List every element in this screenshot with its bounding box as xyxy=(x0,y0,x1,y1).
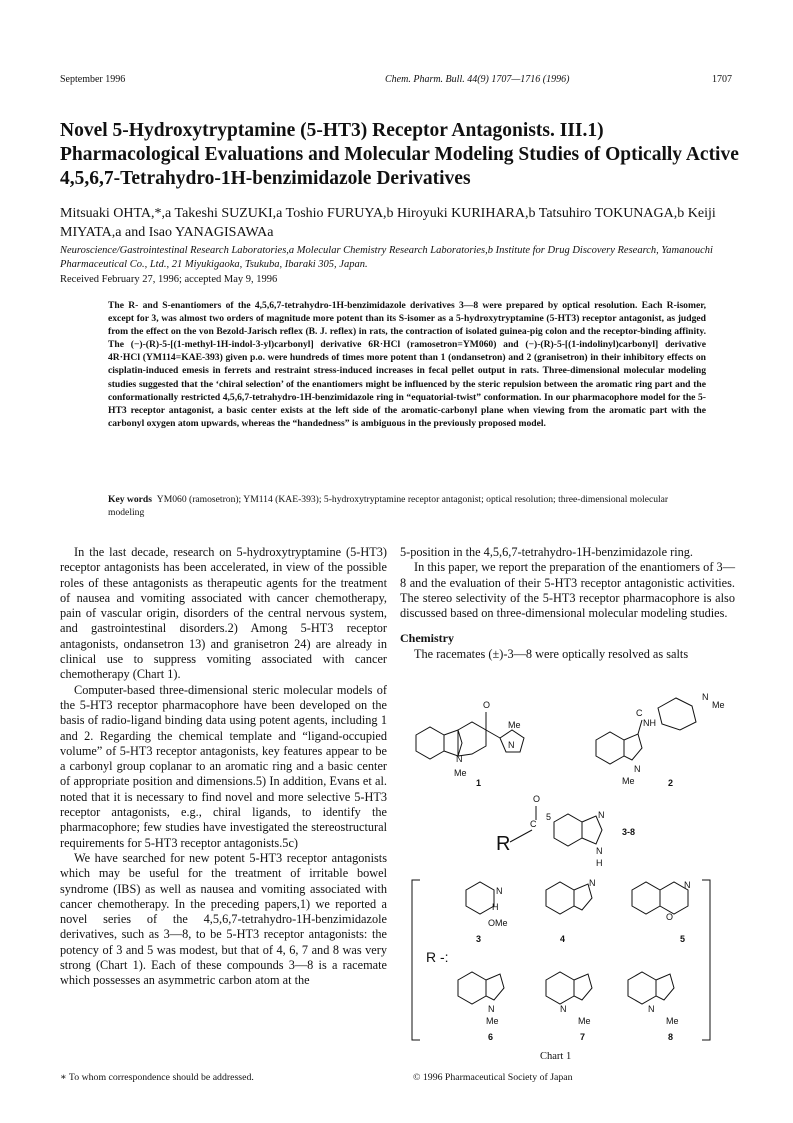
atom-me: Me xyxy=(622,776,635,786)
compound-label-2: 2 xyxy=(668,778,674,788)
body-column-right xyxy=(400,545,735,662)
atom-n: N xyxy=(488,1004,495,1014)
atom-n: N xyxy=(702,692,709,702)
compound-label-1: 1 xyxy=(476,778,482,788)
atom-h: H xyxy=(492,902,499,912)
received-date: Received February 27, 1996; accepted May 9, 1996 xyxy=(60,274,278,285)
atom-o: O xyxy=(666,912,674,922)
atom-n: N xyxy=(496,886,503,896)
body-paragraph: 5-position in the 4,5,6,7-tetrahydro-1H-benzimidazole ring. xyxy=(400,545,693,559)
atom-me: Me xyxy=(578,1016,591,1026)
atom-me: Me xyxy=(486,1016,499,1026)
atom-c: C xyxy=(636,708,643,718)
atom-n: N xyxy=(456,754,463,764)
header-page-number: 1707 xyxy=(712,74,732,85)
body-paragraph: In this paper, we report the preparation of the enantiomers of 3—8 and the evaluation of their 5-HT3 receptor antagonistic activities. The stereo selectivity of the 5-HT3 receptor pharmacophore is also discussed based on three-dimensional molecular modeling studies. xyxy=(400,560,735,621)
general-structure-3-8 xyxy=(496,794,635,868)
keywords xyxy=(108,493,706,519)
atom-5: 5 xyxy=(546,812,552,822)
footnote: ∗ To whom correspondence should be addressed. xyxy=(60,1072,254,1083)
atom-ome: OMe xyxy=(488,918,508,928)
header-date: September 1996 xyxy=(60,74,126,85)
copyright: © 1996 Pharmaceutical Society of Japan xyxy=(413,1072,573,1083)
atom-o: O xyxy=(533,794,541,804)
atom-me: Me xyxy=(454,768,467,778)
atom-o: O xyxy=(483,700,491,710)
compound-2-structure xyxy=(596,692,725,788)
header-journal: Chem. Pharm. Bull. 44(9) 1707—1716 (1996) xyxy=(385,74,570,85)
atom-n: N xyxy=(596,846,603,856)
r-group-definitions xyxy=(412,878,710,1042)
atom-n: N xyxy=(508,740,515,750)
atom-r: R xyxy=(496,833,511,855)
compound-label-8: 8 xyxy=(668,1032,674,1042)
compound-label-3: 3 xyxy=(476,934,482,944)
atom-n: N xyxy=(648,1004,655,1014)
abstract: The R- and S-enantiomers of the 4,5,6,7-tetrahydro-1H-benzimidazole derivatives 3—8 were prepared by optical resolution. Each R-isomer, except for 3, was almost two orders of magnitude more potent than its S-isomer as a 5-hydroxytryptamine (5-HT3) receptor antagonist, as judged from the effect on the von Bezold-Jarisch reflex (B. J. reflex) in rats, the contraction of isolated guinea-pig colon and the receptor-binding affinity. The (−)-(R)-5-[(1-methyl-1H-indol-3-yl)carbonyl] derivative 6R·HCl (ramosetron=YM060) and (−)-(R)-5-[(1-indolinyl)carbonyl] derivative 4R·HCl (YM114=KAE-393) given p.o. were hundreds of times more potent than 1 (ondansetron) and 2 (granisetron) in their inhibitory effects on cisplatin-induced emesis in ferrets and restraint stress-induced increases in fecal pellet output in rats. Three-dimensional molecular modeling studies suggested that the ‘chiral selection’ of the enantiomers might be influenced by the steric repulsion between the aromatic ring part and the conformationally restricted 4,5,6,7-tetrahydro-1H-benzimidazole ring in “equatorial-twist” conformation. In our pharmacophore model for the 5-HT3 receptor antagonist, a basic center exists at the left side of the aromatic-carbonyl plane when viewing from the aromatic part with the carbonyl oxygen atom upwards, whereas the “handedness” is ambiguous in the previously proposed model. xyxy=(108,300,706,429)
author-list: Mitsuaki OHTA,*,a Takeshi SUZUKI,a Toshio FURUYA,b Hiroyuki KURIHARA,b Tatsuhiro TOKUNAGA,b Keiji MIYATA,a and Isao YANAGISAWAa xyxy=(60,206,716,240)
paper-title: Novel 5-Hydroxytryptamine (5-HT3) Receptor Antagonists. III.1) Pharmacological Evaluations and Molecular Modeling Studies of Optically Active 4,5,6,7-Tetrahydro-1H-benzimidazole Derivatives xyxy=(60,120,739,189)
atom-n: N xyxy=(634,764,641,774)
compound-label-4: 4 xyxy=(560,934,566,944)
affiliation: Neuroscience/Gastrointestinal Research Laboratories,a Molecular Chemistry Research Laboratories,b Institute for Drug Discovery Research, Yamanouchi Pharmaceutical Co., Ltd., 21 Miyukigaoka, Tsukuba, Ibaraki 305, Japan. xyxy=(60,245,713,270)
atom-me: Me xyxy=(508,720,521,730)
atom-me: Me xyxy=(712,700,725,710)
atom-c: C xyxy=(530,819,537,829)
keywords-label: Key words xyxy=(108,494,152,505)
atom-n: N xyxy=(598,810,605,820)
compound-label-range: 3-8 xyxy=(622,827,636,837)
chart-1-structures xyxy=(396,690,736,1050)
keywords-text: YM060 (ramosetron); YM114 (KAE-393); 5-hydroxytryptamine receptor antagonist; optical resolution; three-dimensional molecular modeling xyxy=(108,494,669,518)
body-paragraph: The racemates (±)-3—8 were optically resolved as salts xyxy=(414,646,689,661)
compound-1-structure xyxy=(416,700,524,788)
compound-label-5: 5 xyxy=(680,934,686,944)
atom-me: Me xyxy=(666,1016,679,1026)
r-definition-label: R -: xyxy=(426,949,449,965)
body-column-left xyxy=(60,545,387,989)
atom-n: N xyxy=(560,1004,567,1014)
body-paragraph: Computer-based three-dimensional steric molecular models of the 5-HT3 receptor pharmacophore have been developed on the basis of radio-ligand binding data using potent agents, including 1 and 2. Regarding the chemical template and “ligand-occupied volume” of 5-HT3 receptor antagonists, key features appear to be a carbonyl group coplanar to an aromatic ring and a basic center of appropriate position and dimensions.5) In addition, Evans et al. noted that it is necessary to find novel and more selective 5-HT3 receptor antagonists, e.g., chiral ligands, to identify the pharmacophore; few studies have investigated the stereostructural requirements for 5-HT3 receptor antagonists.5c) xyxy=(60,682,387,850)
section-heading-chemistry: Chemistry xyxy=(400,631,454,646)
atom-n: N xyxy=(684,880,691,890)
atom-nh: NH xyxy=(643,718,656,728)
compound-label-7: 7 xyxy=(580,1032,586,1042)
atom-h: H xyxy=(596,858,603,868)
chart-caption: Chart 1 xyxy=(540,1051,572,1062)
atom-n: N xyxy=(589,878,596,888)
body-paragraph: In the last decade, research on 5-hydroxytryptamine (5-HT3) receptor antagonists has been accelerated, in view of the possible roles of these antagonists as therapeutic agents for the treatment of nausea and vomiting associated with cancer chemotherapy, pain of vascular origin, disorders of the central nervous system, and gastrointestinal disorders.2) Among 5-HT3 receptor antagonists, ondansetron 13) and granisetron 24) are already in clinical use to suppress vomiting associated with cancer chemotherapy (Chart 1). xyxy=(60,545,387,682)
compound-label-6: 6 xyxy=(488,1032,494,1042)
body-paragraph: We have searched for new potent 5-HT3 receptor antagonists which may be useful for the treatment of irritable bowel syndrome (IBS) as well as nausea and vomiting associated with cancer chemotherapy. In the preceding papers,1) we reported a novel series of the 4,5,6,7-tetrahydro-1H-benzimidazole derivatives, such as 3—8, to be 5-HT3 receptor antagonists: the potency of 3 and 5 was modest, but that of 4, 6, 7 and 8 was very strong (Chart 1). Each of these compounds 3—8 is a racemate which possesses an asymmetric carbon atom at the xyxy=(60,850,387,988)
